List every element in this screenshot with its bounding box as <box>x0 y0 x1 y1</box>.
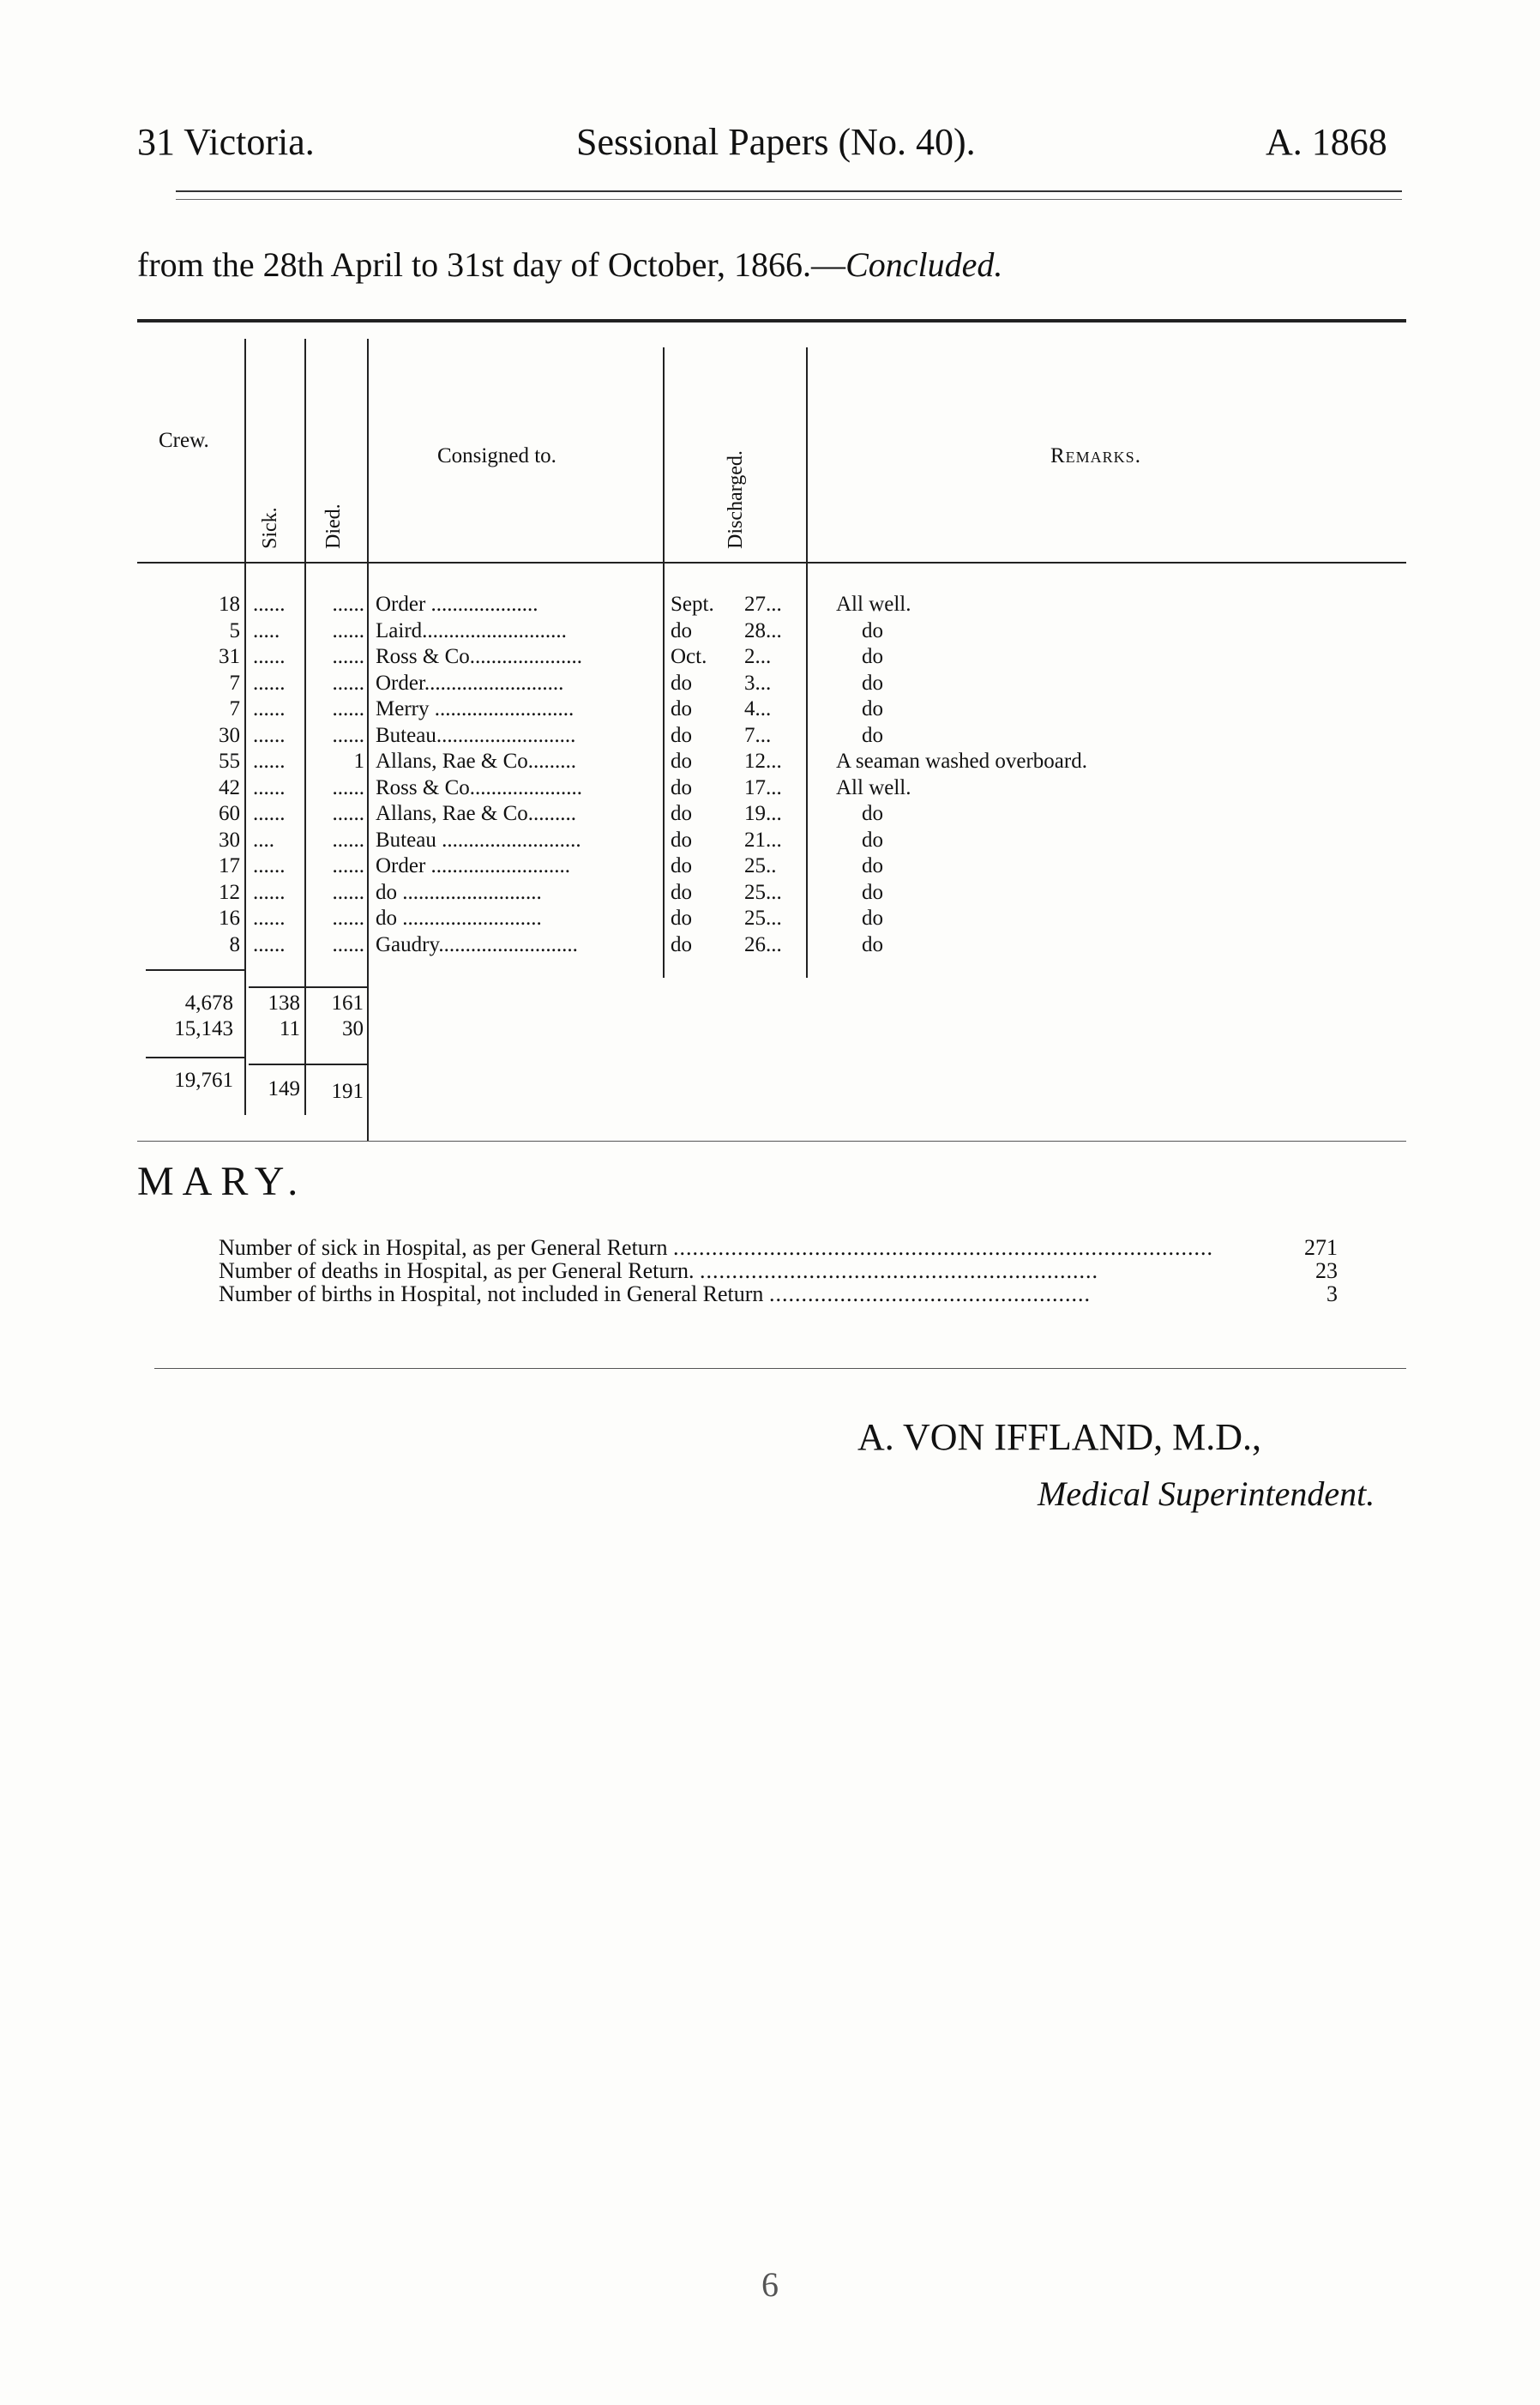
row-9-month: do <box>671 802 692 825</box>
row-6-crew: 30 <box>219 723 240 747</box>
row-2-month: do <box>671 618 692 642</box>
row-1-consigned: Order .................... <box>376 593 538 616</box>
row-14-sick: ...... <box>253 932 286 956</box>
row-7-consigned: Allans, Rae & Co......... <box>376 750 577 773</box>
row-1-day: 27... <box>744 593 782 616</box>
header-died: Died. <box>322 503 345 549</box>
row-12-crew: 12 <box>219 880 240 904</box>
row-6-day: 7... <box>744 723 772 747</box>
row-11-month: do <box>671 854 692 877</box>
row-6-sick: ...... <box>253 723 286 747</box>
row-13-consigned: do .......................... <box>376 907 542 930</box>
row-5-day: 4... <box>744 697 772 720</box>
row-2-crew: 5 <box>229 618 240 642</box>
summary-line <box>219 1258 1098 1284</box>
row-10-crew: 30 <box>219 828 240 852</box>
row-5-sick: ...... <box>253 697 286 720</box>
row-5-died: ...... <box>332 697 364 720</box>
header-center: Sessional Papers (No. 40). <box>576 121 976 163</box>
row-14-died: ...... <box>332 932 364 956</box>
col-divider-crew <box>244 339 246 1115</box>
row-14-day: 26... <box>744 932 782 956</box>
subtitle <box>137 244 1002 285</box>
row-13-sick: ...... <box>253 907 286 930</box>
total-crew: 19,761 <box>174 1069 233 1092</box>
row-7-month: do <box>671 750 692 773</box>
row-9-crew: 60 <box>219 802 240 825</box>
row-12-month: do <box>671 880 692 904</box>
row-6-remarks: do <box>862 723 883 747</box>
row-7-crew: 55 <box>219 750 240 773</box>
header-rule <box>176 190 1402 192</box>
crew-total-rule <box>146 1057 244 1058</box>
row-14-consigned: Gaudry.......................... <box>376 932 578 956</box>
row-12-remarks: do <box>862 880 883 904</box>
row-4-crew: 7 <box>229 671 240 695</box>
row-1-died: ...... <box>332 593 364 616</box>
row-3-consigned: Ross & Co..................... <box>376 645 583 668</box>
row-7-day: 12... <box>744 750 782 773</box>
header-remarks: Remarks. <box>1050 444 1141 467</box>
row-7-remarks: A seaman washed overboard. <box>836 750 1087 773</box>
row-12-day: 25... <box>744 880 782 904</box>
row-2-sick: ..... <box>253 618 280 642</box>
header-discharged: Discharged. <box>725 450 747 549</box>
row-12-died: ...... <box>332 880 364 904</box>
row-12-sick: ...... <box>253 880 286 904</box>
row-4-sick: ...... <box>253 671 286 695</box>
col-divider-consigned <box>663 347 665 978</box>
header-consigned: Consigned to. <box>437 444 556 467</box>
row-2-day: 28... <box>744 618 782 642</box>
row-4-died: ...... <box>332 671 364 695</box>
row-11-sick: ...... <box>253 854 286 877</box>
row-10-month: do <box>671 828 692 852</box>
summary-heading: MARY. <box>137 1159 307 1204</box>
row-5-remarks: do <box>862 697 883 720</box>
row-9-remarks: do <box>862 802 883 825</box>
row-7-sick: ...... <box>253 750 286 773</box>
row-11-consigned: Order .......................... <box>376 854 571 877</box>
row-2-died: ...... <box>332 618 364 642</box>
row-4-day: 3... <box>744 671 772 695</box>
header-left: 31 Victoria. <box>137 121 315 163</box>
row-11-day: 25.. <box>744 854 777 877</box>
row-8-remarks: All well. <box>836 775 911 799</box>
subtotal-2-sick: 11 <box>279 1017 300 1040</box>
row-2-consigned: Laird........................... <box>376 618 567 642</box>
row-11-remarks: do <box>862 854 883 877</box>
row-10-consigned: Buteau .......................... <box>376 828 581 852</box>
row-9-consigned: Allans, Rae & Co......... <box>376 802 577 825</box>
row-3-died: ...... <box>332 645 364 668</box>
table-bottom-rule <box>137 1141 1406 1142</box>
total-died: 191 <box>331 1080 364 1103</box>
row-3-crew: 31 <box>219 645 240 668</box>
summary-value: 271 <box>1304 1235 1338 1260</box>
row-5-month: do <box>671 697 692 720</box>
row-10-sick: .... <box>253 828 274 852</box>
row-9-day: 19... <box>744 802 782 825</box>
row-13-remarks: do <box>862 907 883 930</box>
row-5-consigned: Merry .......................... <box>376 697 574 720</box>
row-11-died: ...... <box>332 854 364 877</box>
summary-value: 3 <box>1326 1281 1338 1306</box>
row-7-died: 1 <box>353 750 364 773</box>
row-10-died: ...... <box>332 828 364 852</box>
summary-dots: .................................................................................... <box>672 1235 1213 1260</box>
col-divider-discharged <box>806 347 808 978</box>
header-crew: Crew. <box>159 429 209 452</box>
signature-title: Medical Superintendent. <box>1038 1474 1375 1513</box>
row-8-sick: ...... <box>253 775 286 799</box>
row-6-consigned: Buteau.......................... <box>376 723 576 747</box>
row-4-month: do <box>671 671 692 695</box>
row-9-sick: ...... <box>253 802 286 825</box>
page-number: 6 <box>761 2265 779 2304</box>
subtotal-2-died: 30 <box>342 1017 364 1040</box>
row-1-crew: 18 <box>219 593 240 616</box>
subtotal-1-died: 161 <box>331 992 364 1015</box>
row-8-crew: 42 <box>219 775 240 799</box>
row-6-died: ...... <box>332 723 364 747</box>
header-right: A. 1868 <box>1266 121 1387 163</box>
row-13-month: do <box>671 907 692 930</box>
summary-dots: .............................................................. <box>700 1258 1099 1283</box>
header-sick: Sick. <box>259 507 281 549</box>
row-10-day: 21... <box>744 828 782 852</box>
table-top-rule <box>137 319 1406 322</box>
row-1-remarks: All well. <box>836 593 911 616</box>
row-4-consigned: Order.......................... <box>376 671 564 695</box>
summary-dots: .................................................. <box>768 1281 1091 1306</box>
row-1-sick: ...... <box>253 593 286 616</box>
row-6-month: do <box>671 723 692 747</box>
row-3-day: 2... <box>744 645 772 668</box>
col-divider-sick <box>304 339 306 1115</box>
row-5-crew: 7 <box>229 697 240 720</box>
row-3-month: Oct. <box>671 645 707 668</box>
row-9-died: ...... <box>332 802 364 825</box>
row-3-remarks: do <box>862 645 883 668</box>
subtotal-1-crew: 4,678 <box>184 992 233 1015</box>
sick-died-sum-rule <box>249 986 369 988</box>
summary-rule <box>154 1368 1406 1369</box>
summary-label: Number of births in Hospital, not included in General Return <box>219 1281 764 1306</box>
crew-sum-rule <box>146 969 244 971</box>
row-12-consigned: do .......................... <box>376 880 542 904</box>
row-2-remarks: do <box>862 618 883 642</box>
row-14-crew: 8 <box>229 932 240 956</box>
row-8-day: 17... <box>744 775 782 799</box>
subtotal-1-sick: 138 <box>268 992 300 1015</box>
row-8-consigned: Ross & Co..................... <box>376 775 583 799</box>
subtotal-2-crew: 15,143 <box>174 1017 233 1040</box>
row-8-died: ...... <box>332 775 364 799</box>
row-3-sick: ...... <box>253 645 286 668</box>
signature-name: A. VON IFFLAND, M.D., <box>857 1416 1262 1458</box>
row-10-remarks: do <box>862 828 883 852</box>
sick-died-total-rule <box>249 1064 369 1065</box>
header-rule-2 <box>176 199 1402 200</box>
row-11-crew: 17 <box>219 854 240 877</box>
total-sick: 149 <box>268 1077 300 1100</box>
summary-label: Number of sick in Hospital, as per General Return <box>219 1235 668 1260</box>
summary-label: Number of deaths in Hospital, as per General Return. <box>219 1258 695 1283</box>
summary-value: 23 <box>1315 1258 1338 1283</box>
subtitle-italic: Concluded. <box>845 245 1003 284</box>
col-divider-died <box>367 339 369 1141</box>
summary-line <box>219 1235 1213 1261</box>
row-8-month: do <box>671 775 692 799</box>
row-14-remarks: do <box>862 932 883 956</box>
row-1-month: Sept. <box>671 593 714 616</box>
row-13-day: 25... <box>744 907 782 930</box>
summary-line <box>219 1281 1091 1307</box>
row-4-remarks: do <box>862 671 883 695</box>
row-13-crew: 16 <box>219 907 240 930</box>
row-14-month: do <box>671 932 692 956</box>
row-13-died: ...... <box>332 907 364 930</box>
table-header-rule <box>137 562 1406 564</box>
subtitle-text: from the 28th April to 31st day of October, 1866.— <box>137 245 846 284</box>
